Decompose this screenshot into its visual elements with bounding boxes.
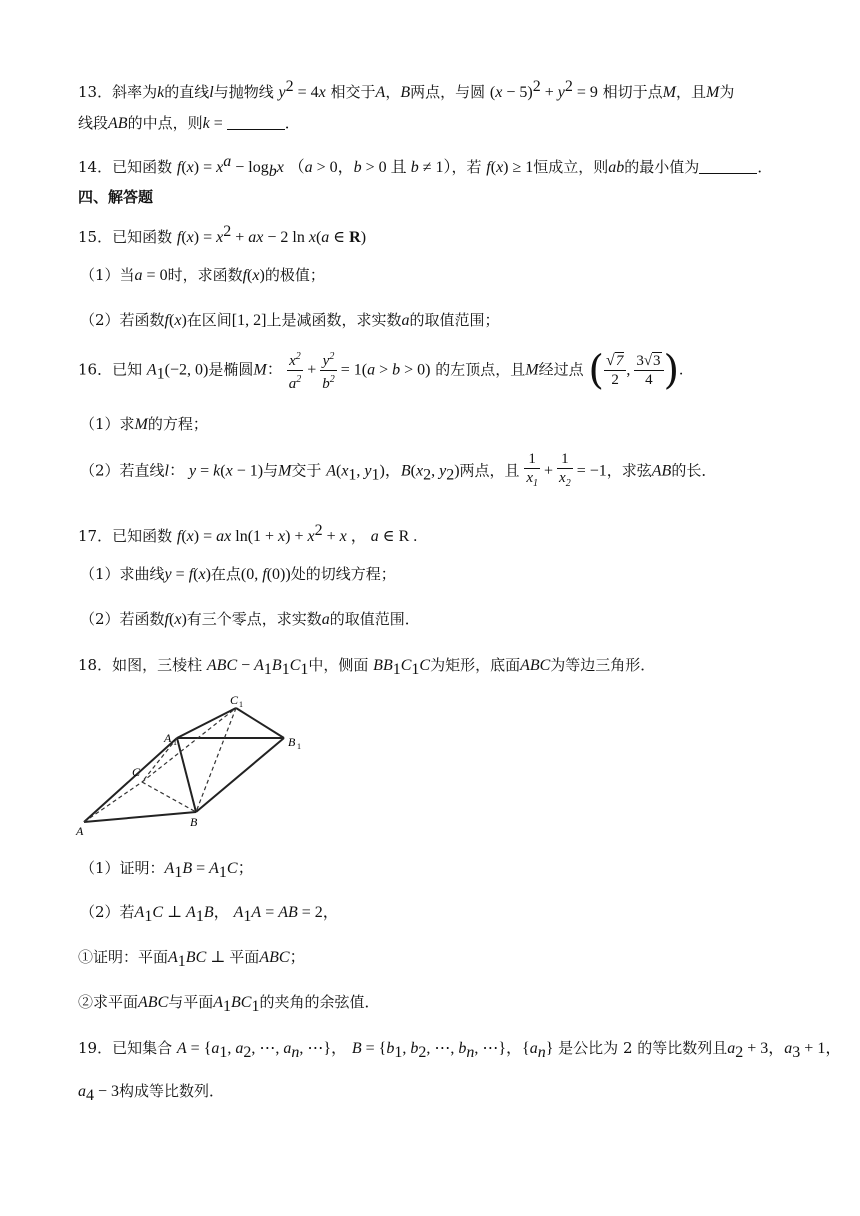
- text: 恒成立，则: [533, 158, 609, 176]
- text: 构成等比数列．: [119, 1082, 225, 1100]
- text: 为等边三角形．: [550, 656, 656, 674]
- question-number: 15．: [78, 228, 113, 246]
- text: ，若: [451, 158, 482, 176]
- text: 与平面: [168, 993, 214, 1011]
- question-number: 16．: [78, 360, 113, 379]
- text: ①证明：平面: [78, 948, 169, 966]
- text: 的中点，则: [127, 114, 203, 132]
- edge-A1B: [177, 738, 196, 812]
- text: 中，侧面: [308, 656, 369, 674]
- question-14: 14．已知函数 $f(x) = x^a - \log_bx$ （a > 0，b > 0 且 b ≠ 1），若 f(x) ≥ 1恒成立，则ab的最小值为 ．: [78, 153, 773, 180]
- text: 在点: [210, 565, 241, 583]
- question-number: 19．: [78, 1039, 113, 1057]
- text: 处的切线方程；: [290, 565, 396, 583]
- text: 的夹角的余弦值．: [259, 993, 380, 1011]
- text: 有三个零点，求实数: [186, 610, 322, 628]
- text: 与抛物线: [213, 83, 274, 101]
- label-C1: C: [230, 693, 239, 707]
- question-16-part-2: （2）若直线l： y = k(x − 1)与M交于 $A(x_1$, $y_1$)，$B(x_2$, $y_2$)两点，且 $\frac{1}{x_1}$ + $\frac{1}{x_2}$ = −1，求弦AB的长．: [80, 451, 717, 489]
- text: 在区间: [186, 311, 232, 329]
- text: 的取值范围；: [409, 311, 500, 329]
- question-18-part-2: （2）若$A_1C$ ⊥ $A_1B$， $A_1A$ = AB = 2，: [80, 903, 339, 925]
- label-B1: B: [288, 735, 296, 749]
- text: 是椭圆: [208, 360, 254, 379]
- text: 已知函数: [112, 228, 173, 246]
- question-number: 13．: [78, 83, 113, 101]
- text: 相切于点: [602, 83, 663, 101]
- question-13-line-1: 13．斜率为k的直线l与抛物线 $y^2 = 4x$ 相交于A，B两点，与圆 $(x - 5)^2 + y^2 = 9$ 相切于点M，且M为: [78, 78, 735, 101]
- text: 两点，且: [459, 461, 520, 480]
- answer-blank: [227, 114, 285, 130]
- text: ，求弦: [606, 461, 652, 480]
- text: （2）若函数: [80, 311, 165, 329]
- text: （1）当: [80, 266, 135, 284]
- text: 已知函数: [112, 158, 173, 176]
- edge-A1C-hidden: [142, 738, 177, 782]
- text: 线段: [78, 114, 109, 132]
- text: 相交于: [330, 83, 376, 101]
- text: 与: [263, 461, 279, 480]
- text: ，且: [676, 83, 707, 101]
- question-17: 17．已知函数 f(x) = ax $\ln(1 + x) + x^2 + x$ ， a ∈ R .: [78, 522, 418, 545]
- question-15-part-1: （1）当a = 0时，求函数f(x)的极值；: [80, 266, 325, 284]
- question-18: 18．如图，三棱柱 ABC − $A_1B_1C_1$中，侧面 $BB_1C_1C$为矩形，底面ABC为等边三角形．: [78, 656, 656, 678]
- edge-CB-hidden: [142, 782, 196, 812]
- question-15: 15．已知函数 $f(x) = x^2$ + ax − 2 ln x(a ∈ R): [78, 223, 367, 246]
- question-13-line-2: 线段AB的中点，则k = ．: [78, 114, 300, 132]
- edge-BB1: [196, 738, 284, 812]
- text: 两点，与圆: [410, 83, 486, 101]
- question-19-line-2: $a_4 - 3$构成等比数列．: [78, 1082, 225, 1104]
- edge-AC-hidden: [84, 782, 142, 822]
- question-17-part-1: （1）求曲线y = f(x)在点(0, f(0))处的切线方程；: [80, 565, 396, 583]
- question-18-sub-2: ②求平面ABC与平面$A_1BC_1$的夹角的余弦值．: [78, 993, 380, 1015]
- text: 已知: [112, 360, 143, 379]
- text: 是公比为 2 的等比数列且: [558, 1039, 728, 1057]
- question-19-line-1: 19．已知集合 $A = \{a_1$, $a_2$, ⋯, $a_n$, ⋯}， $B = \{b_1$, $b_2$, ⋯, $b_n$, ⋯}，$\{a_n\}$ 是公比为 2 的等比数列且$a_2 + 3$，$a_3 + 1$，: [78, 1039, 842, 1061]
- edge-CC1-hidden: [142, 708, 236, 782]
- text: 平面: [229, 948, 260, 966]
- text: （2）若: [80, 903, 135, 921]
- section-heading: 四、解答题: [78, 188, 154, 206]
- question-16: 16．已知 $A_1(-2$, 0)是椭圆M： $\frac{x^2}{a^2}$ + $\frac{y^2}{b^2}$ = 1(a > b > 0) 的左顶点，且M经过点 ( $\frac{√7}{2}$ , $\frac{3√3}{4}$ ).: [78, 347, 684, 394]
- question-18-part-1: （1）证明：$A_1B = A_1C$；: [80, 859, 254, 881]
- text: （1）求曲线: [80, 565, 165, 583]
- text: （2）若函数: [80, 610, 165, 628]
- question-15-part-2: （2）若函数f(x)在区间[1, 2]上是减函数，求实数a的取值范围；: [80, 311, 500, 329]
- label-B: B: [190, 815, 198, 829]
- question-number: 14．: [78, 158, 113, 176]
- question-number: 17．: [78, 527, 113, 545]
- text: ②求平面: [78, 993, 139, 1011]
- question-17-part-2: （2）若函数f(x)有三个零点，求实数a的取值范围．: [80, 610, 420, 628]
- question-16-part-1: （1）求M的方程；: [80, 415, 208, 433]
- text: 交于: [291, 461, 322, 480]
- label-C1-sub: 1: [239, 700, 243, 709]
- text: 为: [719, 83, 735, 101]
- answer-blank: [699, 158, 757, 174]
- text: 的取值范围．: [329, 610, 420, 628]
- text: （1）证明：: [80, 859, 165, 877]
- text: 的最小值为: [624, 158, 700, 176]
- prism-figure: [70, 690, 320, 840]
- text: ．: [757, 158, 773, 176]
- label-C: C: [132, 765, 141, 779]
- text: 的方程；: [147, 415, 208, 433]
- text: 的极值；: [264, 266, 325, 284]
- text: 上是减函数，求实数: [266, 311, 402, 329]
- text: （1）求: [80, 415, 135, 433]
- text: 已知集合: [112, 1039, 173, 1057]
- edge-AB: [84, 812, 196, 822]
- label-A1-sub: 1: [173, 738, 177, 747]
- text: 如图，三棱柱: [112, 656, 203, 674]
- text: 斜率为: [112, 83, 158, 101]
- question-18-sub-1: ①证明：平面$A_1BC$ ⊥ 平面ABC；: [78, 948, 306, 970]
- label-A: A: [76, 824, 84, 838]
- text: 为矩形，底面: [430, 656, 521, 674]
- label-A1: A: [164, 731, 172, 745]
- edge-A1C1: [177, 708, 236, 738]
- text: （2）若直线: [80, 461, 165, 480]
- label-B1-sub: 1: [297, 742, 301, 751]
- question-number: 18．: [78, 656, 113, 674]
- edge-AA1: [84, 738, 177, 822]
- text: 的左顶点，且: [435, 360, 526, 379]
- text: 时，求函数: [167, 266, 243, 284]
- text: 的长．: [671, 461, 717, 480]
- edge-C1B1: [236, 708, 284, 738]
- text: 的直线: [164, 83, 210, 101]
- text: ．: [284, 114, 300, 132]
- text: 已知函数: [112, 527, 173, 545]
- text: 经过点: [538, 360, 584, 379]
